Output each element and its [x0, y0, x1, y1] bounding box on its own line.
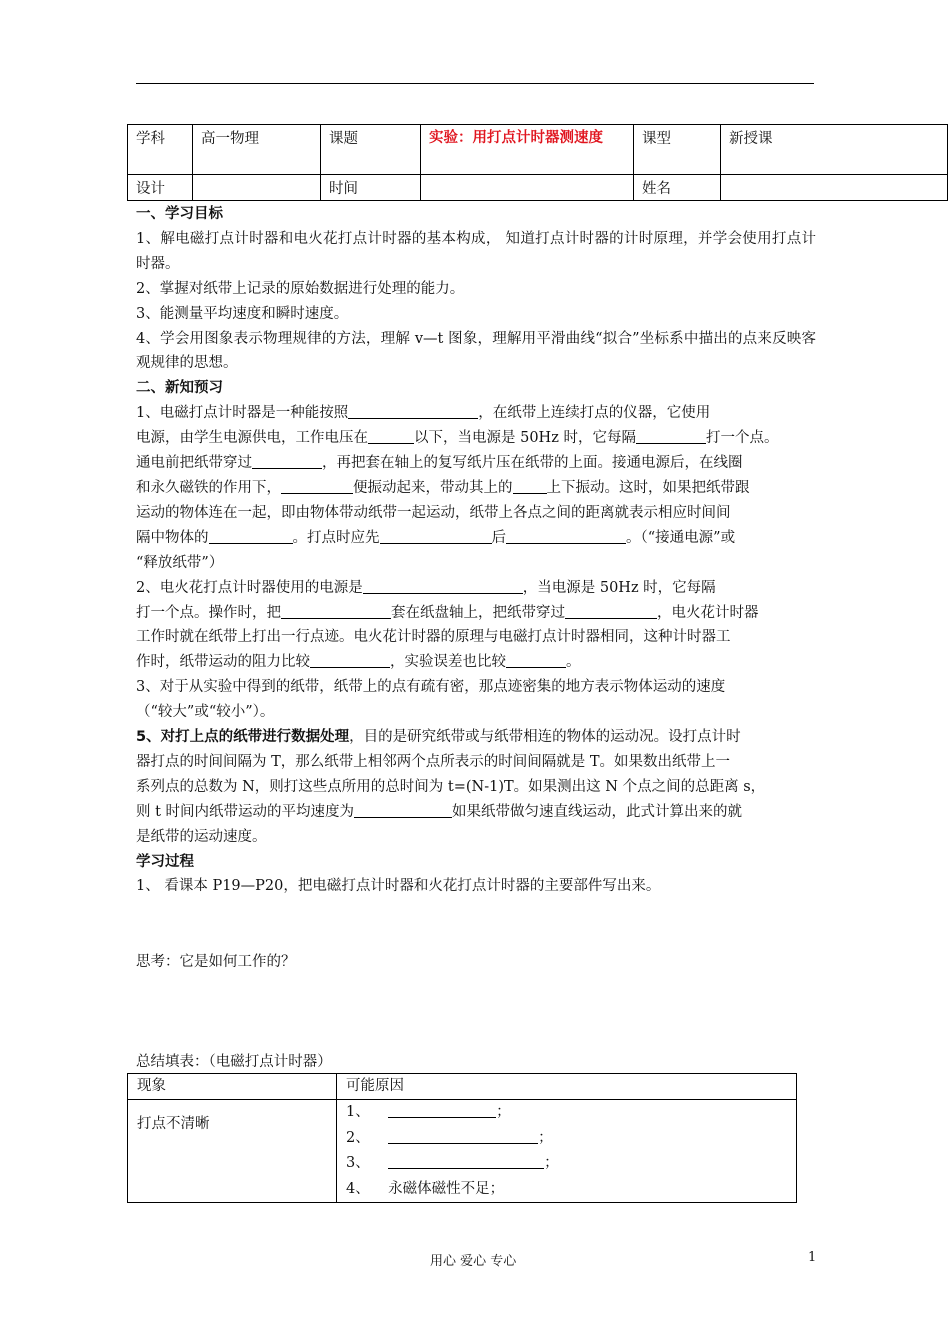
time-value: [421, 175, 634, 201]
fill-blank[interactable]: [209, 528, 293, 544]
time-label: 时间: [321, 175, 421, 201]
header-rule: [136, 83, 814, 84]
column-header-causes: 可能原因: [337, 1074, 797, 1100]
fill-blank[interactable]: [380, 528, 492, 544]
cause-item: 3、 ；: [346, 1155, 559, 1171]
subject-label: 学科: [128, 125, 193, 175]
cause-item: 2、 ；: [346, 1129, 553, 1146]
type-label: 课型: [634, 125, 721, 175]
summary-table: [127, 1073, 797, 1203]
fill-blank[interactable]: [348, 403, 478, 419]
think-question: 思考：它是如何工作的？: [136, 954, 296, 970]
summary-title: 总结填表：（电磁打点计时器）: [136, 1054, 332, 1070]
section-heading-preview: 二、新知预习: [136, 380, 223, 397]
fill-blank[interactable]: [363, 578, 523, 594]
process-item: 1、 看课本 P19—P20，把电磁打点计时器和火花打点计时器的主要部件写出来。: [136, 878, 661, 895]
section-heading-goals: 一、学习目标: [136, 206, 223, 222]
cause-item: 4、 永磁体磁性不足；: [346, 1180, 505, 1197]
fill-blank[interactable]: [354, 802, 452, 818]
fill-blank[interactable]: [388, 1153, 544, 1169]
lesson-info-table: [127, 124, 948, 201]
column-header-phenomenon: 现象: [128, 1074, 337, 1100]
preview-paragraph-2: 2、电火花打点计时器使用的电源是 ，当电源是 50Hz 时，它每隔 打一个点。操作时，把 套在纸盘轴上，把纸带穿过 ，电火花计时器 工作时就在纸带上打出一行点迹。电火花计时器的原理与电磁打点计时器相同，这种计时器工 作时，纸带运动的阻力比较 ，实验误差也比较 。: [136, 579, 759, 671]
fill-blank[interactable]: [281, 478, 353, 494]
fill-blank[interactable]: [506, 528, 626, 544]
design-label: 设计: [128, 175, 193, 201]
goal-item: 3、能测量平均速度和瞬时速度。: [136, 305, 349, 322]
fill-blank[interactable]: [565, 603, 657, 619]
fill-blank[interactable]: [388, 1102, 496, 1118]
subject-value: 高一物理: [193, 125, 321, 175]
design-value: [193, 175, 321, 201]
fill-blank[interactable]: [310, 652, 390, 668]
preview-paragraph-1: 1、电磁打点计时器是一种能按照 ，在纸带上连续打点的仪器，它使用 电源，由学生电源供电，工作电压在 以下，当电源是 50Hz 时，它每隔 打一个点。 通电前把纸带穿过 ，再把套在轴上的复写纸片压在纸带的上面。接通电源后，在线圈 和永久磁铁的作用下， 便振动起来，带动其上的 上下振动。这时，如果把纸带跟 运动的物体连在一起，即由物体带动纸带一起运动，纸带上各点之间的距离就表示相应时间间 隔中物体的 。打点时应先 后 。（“接通电源”或 “释放纸带”）: [136, 405, 779, 571]
preview-paragraph-3: 3、对于从实验中得到的纸带，纸带上的点有疏有密，那点迹密集的地方表示物体运动的速度 （“较大”或“较小”）。: [136, 679, 726, 721]
preview-paragraph-5: 5、对打上点的纸带进行数据处理，目的是研究纸带或与纸带相连的物体的运动况。设打点计时 器打点的时间间隔为 T，那么纸带上相邻两个点所表示的时间间隔就是 T。如果数出纸带上一 系列点的总数为 N，则打这些点所用的总时间为 t=(N-1)T。如果测出这 N 个点之间的总距离 s， 则 t 时间内纸带运动的平均速度为 如果纸带做匀速直线运动，此式计算出来的就 是纸带的运动速度。: [136, 729, 766, 845]
fill-blank[interactable]: [368, 428, 414, 444]
causes-cell: [337, 1100, 797, 1203]
fill-blank[interactable]: [281, 603, 391, 619]
fill-blank[interactable]: [252, 453, 322, 469]
fill-blank[interactable]: [636, 428, 706, 444]
topic-label: 课题: [321, 125, 421, 175]
phenomenon-cell: 打点不清晰: [128, 1100, 337, 1203]
topic-value: 实验：用打点计时器测速度: [421, 125, 634, 175]
cause-item: 1、 ；: [346, 1104, 511, 1120]
worksheet-body: [136, 202, 816, 899]
section-heading-process: 学习过程: [136, 853, 194, 870]
fill-blank[interactable]: [388, 1128, 538, 1144]
name-value: [721, 175, 948, 201]
page-number: 1: [808, 1250, 817, 1265]
fill-blank[interactable]: [506, 652, 566, 668]
fill-blank[interactable]: [513, 478, 547, 494]
name-label: 姓名: [634, 175, 721, 201]
footer-motto: 用心 爱心 专心: [430, 1254, 517, 1269]
goal-item: 1、解电磁打点计时器和电火花打点计时器的基本构成， 知道打点计时器的计时原理，并学会使用打点计时器。: [136, 230, 816, 272]
goal-item: 4、学会用图象表示物理规律的方法，理解 v—t 图象，理解用平滑曲线“拟合”坐标系中描出的点来反映客观规律的思想。: [136, 330, 816, 372]
type-value: 新授课: [721, 125, 948, 175]
goal-item: 2、掌握对纸带上记录的原始数据进行处理的能力。: [136, 280, 465, 297]
